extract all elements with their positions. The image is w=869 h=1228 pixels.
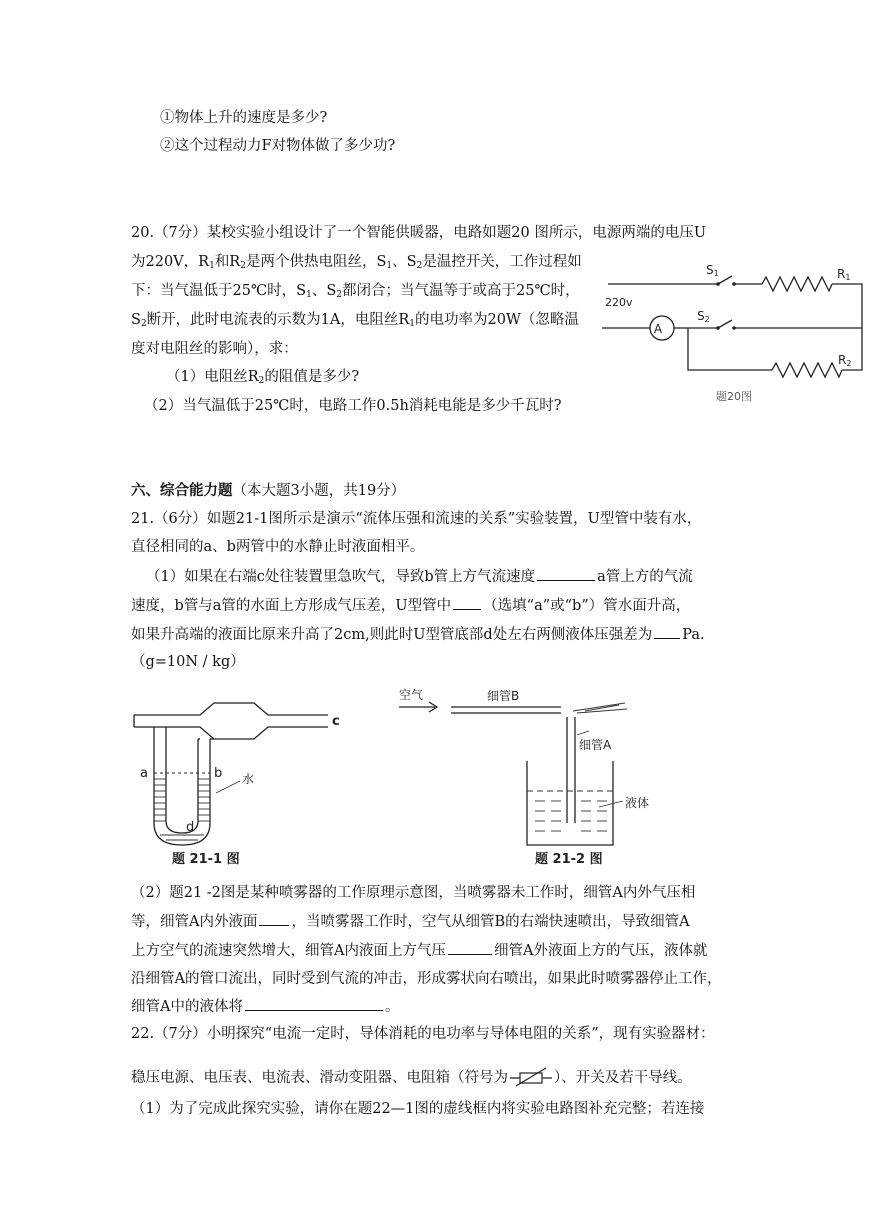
q20-circuit-figure — [600, 262, 868, 407]
answer-blank[interactable] — [537, 566, 595, 581]
q20-question2: （2）当气温低于25℃时，电路工作0.5h消耗电能是多少千瓦时? — [144, 398, 562, 414]
q21-part2-line4: 沿细管A的管口流出，同时受到气流的冲击，形成雾状向右喷出，如果此时喷雾器停止工作， — [131, 971, 722, 987]
q20-fig-s1: S1 — [706, 263, 719, 278]
resistance-box-symbol-icon — [508, 1066, 554, 1088]
answer-blank[interactable] — [654, 624, 680, 639]
q21-part2-line5: 细管A中的液体将 。 — [131, 996, 399, 1018]
q21-part1-line2: 速度，b管与a管的水面上方形成气压差，U型管中 （选填“a”或“b”）管水面升高， — [131, 595, 690, 617]
q21-fig2-label-tube-b: 细管B — [487, 689, 520, 703]
q20-fig-caption: 题20图 — [716, 390, 752, 403]
q21-part1-line3: 如果升高端的液面比原来升高了2cm,则此时U型管底部d处左右两侧液体压强差为 Pa. — [131, 624, 705, 646]
q21-fig2-caption: 题 21-2 图 — [535, 852, 603, 867]
q21-part2-line1: （2）题21 -2图是某种喷雾器的工作原理示意图，当喷雾器未工作时，细管A内外气压相 — [131, 885, 696, 901]
q21-fig2-label-liquid: 液体 — [625, 796, 650, 810]
q20-fig-s2: S2 — [697, 309, 710, 324]
q21-fig1-caption: 题 21-1 图 — [172, 852, 240, 867]
q20-line5: 度对电阻丝的影响），求： — [131, 341, 298, 357]
q20-question1: （1）电阻丝$R_2$的阻值是多少? — [166, 369, 360, 386]
q21-part2-line3: 上方空气的流速突然增大，细管A内液面上方气压 细管A外液面上方的气压，液体就 — [131, 940, 707, 962]
q21-part1-line4: （g=10N / kg） — [131, 654, 245, 670]
q21-line2: 直径相同的a、b两管中的水静止时液面相平。 — [131, 539, 425, 555]
q21-part2-line2: 等，细管A内外液面 ，当喷雾器工作时，空气从细管B的右端快速喷出，导致细管A — [131, 911, 690, 933]
q21-fig1-label-a: a — [140, 766, 148, 781]
q21-figure-1 — [130, 685, 360, 870]
q21-fig1-label-b: b — [214, 766, 223, 781]
q20-fig-r2: R2 — [838, 353, 852, 368]
q20-fig-r1: R1 — [837, 267, 851, 282]
q21-fig1-label-c: c — [332, 714, 340, 729]
q21-figure-2 — [395, 683, 655, 870]
answer-blank[interactable] — [448, 940, 492, 955]
answer-blank[interactable] — [245, 996, 383, 1011]
q21-fig2-label-tube-a: 细管A — [579, 738, 612, 752]
answer-blank[interactable] — [453, 595, 481, 610]
q21-fig2-label-air: 空气 — [399, 688, 424, 702]
q20-line1: 20.（7分）某校实验小组设计了一个智能供暖器，电路如题20 图所示，电源两端的电压U — [131, 225, 707, 241]
q22-line3: （1）为了完成此探究实验，请你在题22—1图的虚线框内将实验电路图补充完整；若连接 — [131, 1101, 705, 1117]
q20-line3: 下：当气温低于25℃时，$S_1$、$S_2$都闭合；当气温等于或高于25℃时， — [131, 283, 580, 300]
ammeter-label: A — [653, 322, 663, 336]
q22-line1: 22.（7分）小明探究“电流一定时，导体消耗的电功率与导体电阻的关系”，现有实验器材： — [131, 1026, 715, 1042]
q20-fig-voltage: 220v — [605, 296, 633, 309]
answer-blank[interactable] — [259, 911, 289, 926]
q21-fig1-label-d: d — [186, 820, 195, 835]
q20-line2: 为220V，$R_1$和$R_2$是两个供热电阻丝，$S_1$、$S_2$是温控开关，工作过程如 — [131, 254, 582, 271]
section-header: 六、综合能力题（本大题3小题，共19分） — [131, 482, 406, 499]
q22-line2: 稳压电源、电压表、电流表、滑动变阻器、电阻箱（符号为 ）、开关及若干导线。 — [131, 1066, 692, 1089]
q21-fig1-label-water: 水 — [242, 772, 255, 786]
q20-line4: $S_2$断开，此时电流表的示数为1A，电阻丝$R_1$的电功率为20W（忽略温 — [131, 312, 579, 329]
q21-line1: 21.（6分）如题21-1图所示是演示“流体压强和流速的关系”实验装置，U型管中装有水， — [131, 511, 702, 527]
q19-sub2: ②这个过程动力F对物体做了多少功? — [160, 138, 396, 154]
q21-part1-line1: （1）如果在右端c处往装置里急吹气，导致b管上方气流速度 a管上方的气流 — [146, 566, 693, 588]
q19-sub1: ①物体上升的速度是多少? — [160, 110, 328, 126]
